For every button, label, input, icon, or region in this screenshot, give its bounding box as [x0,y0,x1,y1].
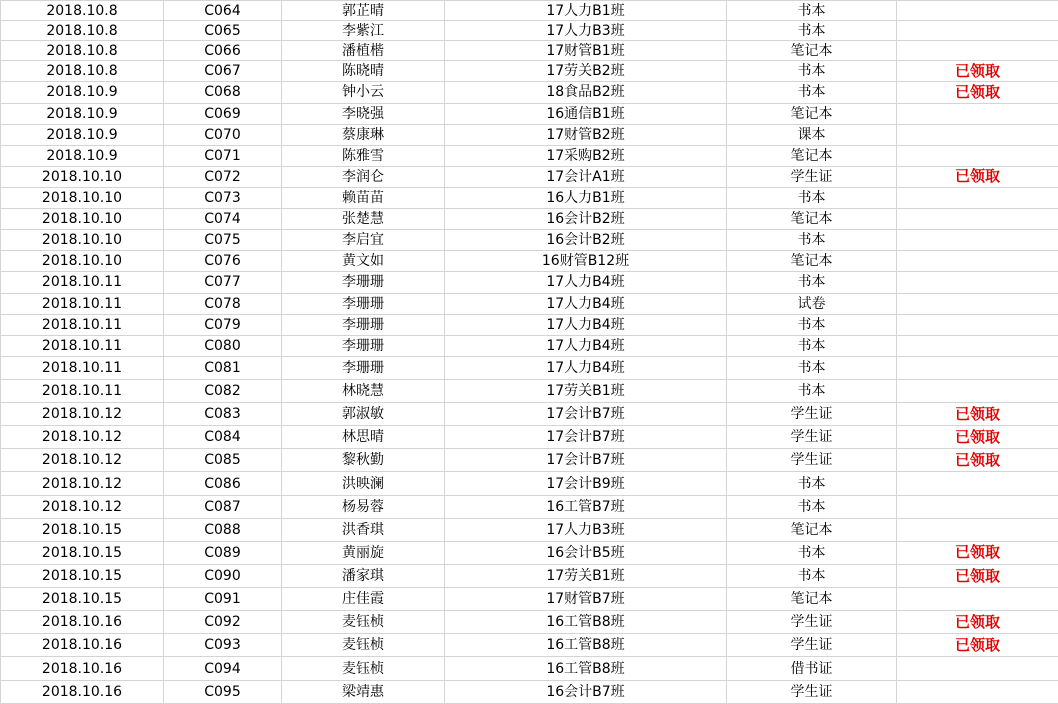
id-cell[interactable]: C089 [164,541,282,564]
id-cell[interactable]: C071 [164,145,282,166]
id-cell[interactable]: C086 [164,472,282,495]
date-cell[interactable]: 2018.10.11 [1,272,164,293]
date-cell[interactable]: 2018.10.11 [1,314,164,335]
item-cell[interactable]: 学生证 [727,403,897,426]
date-cell[interactable]: 2018.10.9 [1,124,164,145]
item-cell[interactable]: 书本 [727,495,897,518]
id-cell[interactable]: C064 [164,1,282,21]
class-cell[interactable]: 16工管B7班 [445,495,727,518]
item-cell[interactable]: 学生证 [727,449,897,472]
class-cell[interactable]: 17劳关B2班 [445,61,727,82]
table-row [1,518,1058,541]
status-cell[interactable] [897,588,1058,611]
class-cell[interactable]: 17人力B3班 [445,21,727,41]
date-cell[interactable]: 2018.10.11 [1,335,164,356]
item-cell[interactable]: 书本 [727,61,897,82]
table-row [1,379,1058,402]
status-cell[interactable]: 已领取 [897,564,1058,587]
table-row [1,272,1058,293]
name-cell[interactable]: 李晓强 [282,103,445,124]
class-cell[interactable]: 17会计B7班 [445,403,727,426]
name-cell[interactable]: 李珊珊 [282,356,445,379]
table-row [1,680,1058,703]
item-cell[interactable]: 书本 [727,335,897,356]
name-cell[interactable]: 梁靖惠 [282,680,445,703]
id-cell[interactable]: C093 [164,634,282,657]
name-cell[interactable]: 李紫江 [282,21,445,41]
item-cell[interactable]: 学生证 [727,680,897,703]
date-cell[interactable]: 2018.10.10 [1,166,164,187]
name-cell[interactable]: 张楚慧 [282,209,445,230]
class-cell[interactable]: 16工管B8班 [445,657,727,680]
status-cell[interactable]: 已领取 [897,611,1058,634]
name-cell[interactable]: 麦钰桢 [282,611,445,634]
name-cell[interactable]: 陈晓晴 [282,61,445,82]
status-cell[interactable]: 已领取 [897,166,1058,187]
status-cell[interactable]: 已领取 [897,541,1058,564]
date-cell[interactable]: 2018.10.10 [1,251,164,272]
class-cell[interactable]: 16会计B7班 [445,680,727,703]
date-cell[interactable]: 2018.10.16 [1,680,164,703]
date-cell[interactable]: 2018.10.8 [1,61,164,82]
id-cell[interactable]: C065 [164,21,282,41]
date-cell[interactable]: 2018.10.8 [1,41,164,61]
name-cell[interactable]: 蔡康琳 [282,124,445,145]
id-cell[interactable]: C066 [164,41,282,61]
id-cell[interactable]: C088 [164,518,282,541]
item-cell[interactable]: 笔记本 [727,209,897,230]
date-cell[interactable]: 2018.10.10 [1,209,164,230]
status-cell[interactable]: 已领取 [897,426,1058,449]
table-row [1,21,1058,41]
status-cell[interactable] [897,680,1058,703]
class-cell[interactable]: 16会计B5班 [445,541,727,564]
class-cell[interactable]: 17采购B2班 [445,145,727,166]
status-cell[interactable] [897,187,1058,208]
id-cell[interactable]: C077 [164,272,282,293]
name-cell[interactable]: 李润仑 [282,166,445,187]
status-cell[interactable] [897,657,1058,680]
status-cell[interactable]: 已领取 [897,634,1058,657]
item-cell[interactable]: 学生证 [727,166,897,187]
date-cell[interactable]: 2018.10.12 [1,449,164,472]
name-cell[interactable]: 林晓慧 [282,379,445,402]
name-cell[interactable]: 赖苗苗 [282,187,445,208]
status-cell[interactable] [897,251,1058,272]
class-cell[interactable]: 17人力B4班 [445,293,727,314]
date-cell[interactable]: 2018.10.16 [1,657,164,680]
class-cell[interactable]: 16人力B1班 [445,187,727,208]
status-cell[interactable] [897,495,1058,518]
table-row [1,230,1058,251]
class-cell[interactable]: 17劳关B1班 [445,379,727,402]
item-cell[interactable]: 笔记本 [727,41,897,61]
item-cell[interactable]: 学生证 [727,634,897,657]
id-cell[interactable]: C073 [164,187,282,208]
item-cell[interactable]: 书本 [727,564,897,587]
status-cell[interactable] [897,1,1058,21]
status-cell[interactable] [897,103,1058,124]
table-row [1,657,1058,680]
date-cell[interactable]: 2018.10.9 [1,145,164,166]
table-row [1,1,1058,21]
table-row [1,124,1058,145]
date-cell[interactable]: 2018.10.9 [1,82,164,103]
name-cell[interactable]: 黎秋勤 [282,449,445,472]
class-cell[interactable]: 16财管B12班 [445,251,727,272]
class-cell[interactable]: 17人力B4班 [445,314,727,335]
name-cell[interactable]: 杨易蓉 [282,495,445,518]
table-row [1,187,1058,208]
table-row [1,426,1058,449]
status-cell[interactable] [897,209,1058,230]
item-cell[interactable]: 书本 [727,187,897,208]
status-cell[interactable]: 已领取 [897,403,1058,426]
id-cell[interactable]: C075 [164,230,282,251]
id-cell[interactable]: C074 [164,209,282,230]
item-cell[interactable]: 笔记本 [727,588,897,611]
class-cell[interactable]: 16通信B1班 [445,103,727,124]
id-cell[interactable]: C091 [164,588,282,611]
date-cell[interactable]: 2018.10.12 [1,495,164,518]
id-cell[interactable]: C078 [164,293,282,314]
status-cell[interactable] [897,379,1058,402]
table-row [1,335,1058,356]
table-row [1,103,1058,124]
item-cell[interactable]: 书本 [727,356,897,379]
table-row [1,356,1058,379]
id-cell[interactable]: C082 [164,379,282,402]
date-cell[interactable]: 2018.10.16 [1,634,164,657]
table-row [1,209,1058,230]
class-cell[interactable]: 17会计A1班 [445,166,727,187]
name-cell[interactable]: 潘家琪 [282,564,445,587]
item-cell[interactable]: 书本 [727,272,897,293]
class-cell[interactable]: 17人力B4班 [445,356,727,379]
class-cell[interactable]: 16工管B8班 [445,611,727,634]
class-cell[interactable]: 17会计B9班 [445,472,727,495]
id-cell[interactable]: C069 [164,103,282,124]
status-cell[interactable] [897,356,1058,379]
date-cell[interactable]: 2018.10.15 [1,541,164,564]
item-cell[interactable]: 笔记本 [727,103,897,124]
id-cell[interactable]: C076 [164,251,282,272]
class-cell[interactable]: 17财管B1班 [445,41,727,61]
table-row [1,449,1058,472]
class-cell[interactable]: 17人力B1班 [445,1,727,21]
status-cell[interactable] [897,230,1058,251]
table-row [1,472,1058,495]
status-cell[interactable] [897,293,1058,314]
status-cell[interactable] [897,472,1058,495]
id-cell[interactable]: C072 [164,166,282,187]
status-cell[interactable]: 已领取 [897,449,1058,472]
table-row [1,293,1058,314]
name-cell[interactable]: 郭芷晴 [282,1,445,21]
name-cell[interactable]: 庄佳霞 [282,588,445,611]
date-cell[interactable]: 2018.10.10 [1,230,164,251]
status-cell[interactable] [897,314,1058,335]
item-cell[interactable]: 书本 [727,541,897,564]
id-cell[interactable]: C079 [164,314,282,335]
status-cell[interactable] [897,335,1058,356]
id-cell[interactable]: C070 [164,124,282,145]
item-cell[interactable]: 书本 [727,82,897,103]
id-cell[interactable]: C080 [164,335,282,356]
status-cell[interactable] [897,21,1058,41]
id-cell[interactable]: C068 [164,82,282,103]
item-cell[interactable]: 书本 [727,1,897,21]
name-cell[interactable]: 陈雅雪 [282,145,445,166]
class-cell[interactable]: 17会计B7班 [445,449,727,472]
item-cell[interactable]: 笔记本 [727,518,897,541]
name-cell[interactable]: 麦钰桢 [282,657,445,680]
item-cell[interactable]: 书本 [727,472,897,495]
id-cell[interactable]: C084 [164,426,282,449]
date-cell[interactable]: 2018.10.11 [1,356,164,379]
table-row [1,403,1058,426]
date-cell[interactable]: 2018.10.12 [1,426,164,449]
item-cell[interactable]: 借书证 [727,657,897,680]
name-cell[interactable]: 洪香琪 [282,518,445,541]
date-cell[interactable]: 2018.10.12 [1,403,164,426]
table-row [1,564,1058,587]
id-cell[interactable]: C067 [164,61,282,82]
date-cell[interactable]: 2018.10.8 [1,21,164,41]
date-cell[interactable]: 2018.10.9 [1,103,164,124]
date-cell[interactable]: 2018.10.11 [1,379,164,402]
name-cell[interactable]: 黄丽旋 [282,541,445,564]
name-cell[interactable]: 李启宜 [282,230,445,251]
item-cell[interactable]: 书本 [727,230,897,251]
class-cell[interactable]: 17财管B2班 [445,124,727,145]
table-row [1,145,1058,166]
table-row [1,541,1058,564]
date-cell[interactable]: 2018.10.15 [1,564,164,587]
status-cell[interactable] [897,41,1058,61]
id-cell[interactable]: C081 [164,356,282,379]
id-cell[interactable]: C090 [164,564,282,587]
status-cell[interactable] [897,124,1058,145]
class-cell[interactable]: 17会计B7班 [445,426,727,449]
class-cell[interactable]: 17财管B7班 [445,588,727,611]
name-cell[interactable]: 李珊珊 [282,272,445,293]
item-cell[interactable]: 学生证 [727,611,897,634]
table-row [1,314,1058,335]
name-cell[interactable]: 洪映澜 [282,472,445,495]
date-cell[interactable]: 2018.10.11 [1,293,164,314]
item-cell[interactable]: 书本 [727,379,897,402]
id-cell[interactable]: C085 [164,449,282,472]
date-cell[interactable]: 2018.10.8 [1,1,164,21]
status-cell[interactable] [897,145,1058,166]
class-cell[interactable]: 16会计B2班 [445,209,727,230]
id-cell[interactable]: C087 [164,495,282,518]
class-cell[interactable]: 17人力B4班 [445,272,727,293]
name-cell[interactable]: 麦钰桢 [282,634,445,657]
id-cell[interactable]: C095 [164,680,282,703]
item-cell[interactable]: 书本 [727,21,897,41]
item-cell[interactable]: 书本 [727,314,897,335]
date-cell[interactable]: 2018.10.10 [1,187,164,208]
name-cell[interactable]: 潘植楷 [282,41,445,61]
name-cell[interactable]: 黄文如 [282,251,445,272]
date-cell[interactable]: 2018.10.12 [1,472,164,495]
table-row [1,82,1058,103]
sheet-body [1,1,1058,704]
date-cell[interactable]: 2018.10.15 [1,588,164,611]
id-cell[interactable]: C083 [164,403,282,426]
table-row [1,251,1058,272]
class-cell[interactable]: 16工管B8班 [445,634,727,657]
table-row [1,611,1058,634]
status-cell[interactable]: 已领取 [897,61,1058,82]
table-row [1,495,1058,518]
item-cell[interactable]: 笔记本 [727,145,897,166]
table-row [1,634,1058,657]
item-cell[interactable]: 课本 [727,124,897,145]
class-cell[interactable]: 17人力B4班 [445,335,727,356]
class-cell[interactable]: 16会计B2班 [445,230,727,251]
name-cell[interactable]: 李珊珊 [282,314,445,335]
date-cell[interactable]: 2018.10.16 [1,611,164,634]
class-cell[interactable]: 17人力B3班 [445,518,727,541]
id-cell[interactable]: C094 [164,657,282,680]
status-cell[interactable]: 已领取 [897,82,1058,103]
table-row [1,166,1058,187]
item-cell[interactable]: 学生证 [727,426,897,449]
item-cell[interactable]: 笔记本 [727,251,897,272]
date-cell[interactable]: 2018.10.15 [1,518,164,541]
table-row [1,61,1058,82]
name-cell[interactable]: 郭淑敏 [282,403,445,426]
name-cell[interactable]: 李珊珊 [282,293,445,314]
name-cell[interactable]: 李珊珊 [282,335,445,356]
name-cell[interactable]: 钟小云 [282,82,445,103]
status-cell[interactable] [897,272,1058,293]
table-row [1,41,1058,61]
name-cell[interactable]: 林思晴 [282,426,445,449]
status-cell[interactable] [897,518,1058,541]
id-cell[interactable]: C092 [164,611,282,634]
class-cell[interactable]: 17劳关B1班 [445,564,727,587]
class-cell[interactable]: 18食品B2班 [445,82,727,103]
item-cell[interactable]: 试卷 [727,293,897,314]
table-row [1,588,1058,611]
